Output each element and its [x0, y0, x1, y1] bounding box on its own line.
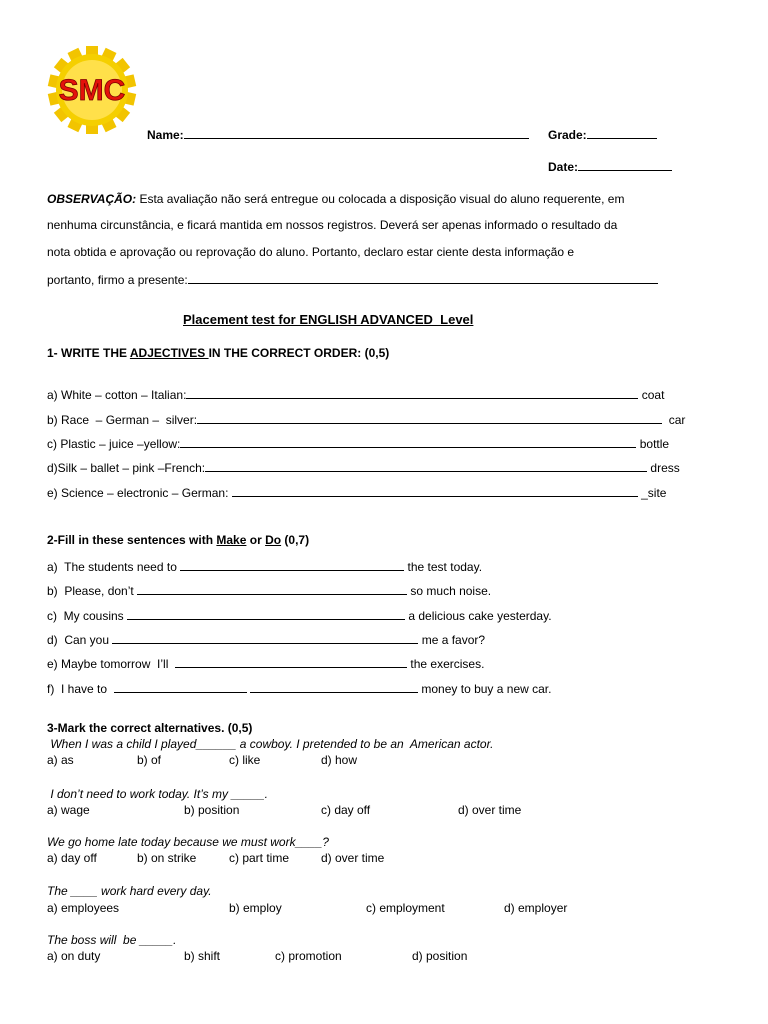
s1-item-c: [47, 435, 669, 451]
s1-end-e: _site: [637, 486, 667, 500]
s2-answer-a[interactable]: [180, 558, 404, 571]
s2-answer-f-1[interactable]: [114, 680, 247, 693]
section1-heading-adjectives: ADJECTIVES: [129, 346, 209, 360]
s2-post-c: a delicious cake yesterday.: [405, 609, 552, 623]
observation-text-4: portanto, firmo a presente:: [47, 273, 188, 287]
s1-answer-e[interactable]: [232, 484, 638, 497]
grade-label: Grade:: [548, 128, 587, 142]
s2-post-b: so much noise.: [407, 584, 492, 598]
s3-q2-stem: I don’t need to work today. It’s my _____.: [47, 787, 269, 801]
s2-item-f: [47, 680, 551, 696]
s3-q3-option-b[interactable]: b) on strike: [137, 851, 197, 865]
s1-answer-a[interactable]: [186, 386, 638, 399]
s3-q4-option-d[interactable]: d) employer: [504, 901, 568, 915]
s2-answer-b[interactable]: [137, 582, 407, 595]
s1-end-a: coat: [638, 388, 665, 402]
s1-item-e: [47, 484, 666, 500]
s2-answer-d[interactable]: [112, 631, 418, 644]
s3-q1-stem: When I was a child I played______ a cowboy. I pretended to be an American actor.: [47, 737, 494, 751]
section1-heading-pre: 1- WRITE THE: [47, 346, 130, 360]
s2-answer-f-2[interactable]: [250, 680, 418, 693]
s2-pre-d: d) Can you: [47, 633, 113, 647]
section2-do: Do: [265, 533, 282, 547]
s2-answer-e[interactable]: [175, 655, 407, 668]
observation-text-1: Esta avaliação não será entregue ou colocada a disposição visual do aluno requerente, em: [136, 192, 625, 206]
section2-heading: [47, 533, 309, 547]
s2-pre-c: c) My cousins: [47, 609, 128, 623]
s1-prompt-d: d)Silk – ballet – pink –French:: [47, 461, 206, 475]
s3-q2-option-d[interactable]: d) over time: [458, 803, 522, 817]
name-label: Name:: [147, 128, 184, 142]
s2-post-f: money to buy a new car.: [418, 682, 552, 696]
name-label-row: [147, 126, 529, 142]
s1-prompt-a: a) White – cotton – Italian:: [47, 388, 187, 402]
s3-q4-option-c[interactable]: c) employment: [366, 901, 445, 915]
s3-q1-option-a[interactable]: a) as: [47, 753, 74, 767]
s2-item-e: [47, 655, 484, 671]
gear-logo-icon: [44, 42, 140, 138]
name-field[interactable]: [184, 126, 529, 139]
section2-heading-post: (0,7): [281, 533, 310, 547]
s2-pre-b: b) Please, don’t: [47, 584, 138, 598]
observation-line-1: [47, 192, 624, 206]
s2-item-c: [47, 607, 552, 623]
s3-q4-stem: The ____ work hard every day.: [47, 884, 212, 898]
s3-q4-option-a[interactable]: a) employees: [47, 901, 120, 915]
s3-q5-option-c[interactable]: c) promotion: [275, 949, 342, 963]
date-field[interactable]: [578, 158, 672, 171]
s1-item-d: [47, 459, 680, 475]
section2-heading-pre: 2-Fill in these sentences with: [47, 533, 217, 547]
s2-pre-f: f) I have to: [47, 682, 114, 696]
observation-label: OBSERVAÇÃO:: [47, 192, 137, 206]
observation-line-2: nenhuma circunstância, e ficará mantida em nossos registros. Deverá ser apenas informado o resultado da: [47, 218, 618, 232]
section1-heading-post: IN THE CORRECT ORDER: (0,5): [208, 346, 390, 360]
section1-heading: [47, 346, 389, 360]
smc-logo: [44, 42, 140, 141]
s1-answer-c[interactable]: [180, 435, 636, 448]
section3-heading: 3-Mark the correct alternatives. (0,5): [47, 721, 253, 735]
s3-q3-stem: We go home late today because we must work____?: [47, 835, 329, 849]
s1-item-a: [47, 386, 664, 402]
s1-answer-d[interactable]: [205, 459, 647, 472]
s2-pre-e: e) Maybe tomorrow I’ll: [47, 657, 176, 671]
s3-q2-option-a[interactable]: a) wage: [47, 803, 90, 817]
section2-or: or: [246, 533, 266, 547]
s2-post-d: me a favor?: [418, 633, 486, 647]
s3-q3-option-d[interactable]: d) over time: [321, 851, 385, 865]
section2-make: Make: [216, 533, 247, 547]
s2-item-a: [47, 558, 482, 574]
s3-q3-option-c[interactable]: c) part time: [229, 851, 290, 865]
s1-prompt-e: e) Science – electronic – German:: [47, 486, 232, 500]
s2-item-d: [47, 631, 485, 647]
s3-q1-option-b[interactable]: b) of: [137, 753, 162, 767]
s1-answer-b[interactable]: [197, 411, 662, 424]
s3-q5-stem: The boss will be _____.: [47, 933, 177, 947]
s3-q5-option-b[interactable]: b) shift: [184, 949, 221, 963]
signature-field[interactable]: [188, 271, 658, 284]
s1-prompt-b: b) Race – German – silver:: [47, 413, 198, 427]
grade-field[interactable]: [587, 126, 657, 139]
s3-q2-option-b[interactable]: b) position: [184, 803, 240, 817]
s3-q2-option-c[interactable]: c) day off: [321, 803, 371, 817]
s3-q5-option-d[interactable]: d) position: [412, 949, 468, 963]
s1-item-b: [47, 411, 685, 427]
s2-item-b: [47, 582, 491, 598]
s2-post-a: the test today.: [404, 560, 483, 574]
observation-line-3: nota obtida e aprovação ou reprovação do aluno. Portanto, declaro estar ciente desta informação e: [47, 245, 575, 259]
s2-post-e: the exercises.: [407, 657, 485, 671]
date-label-row: [548, 158, 672, 174]
date-label: Date:: [548, 160, 579, 174]
s3-q1-option-c[interactable]: c) like: [229, 753, 261, 767]
s3-q5-option-a[interactable]: a) on duty: [47, 949, 101, 963]
s1-end-b: car: [662, 413, 686, 427]
observation-line-4: [47, 271, 658, 287]
s2-pre-a: a) The students need to: [47, 560, 181, 574]
grade-label-row: [548, 126, 657, 142]
s1-end-c: bottle: [636, 437, 670, 451]
s3-q1-option-d[interactable]: d) how: [321, 753, 358, 767]
logo-text: SMC: [58, 74, 126, 107]
page-title: Placement test for ENGLISH ADVANCED Level: [183, 312, 474, 327]
s3-q3-option-a[interactable]: a) day off: [47, 851, 97, 865]
s1-prompt-c: c) Plastic – juice –yellow:: [47, 437, 181, 451]
s1-end-d: dress: [647, 461, 680, 475]
s2-answer-c[interactable]: [127, 607, 405, 620]
s3-q4-option-b[interactable]: b) employ: [229, 901, 282, 915]
